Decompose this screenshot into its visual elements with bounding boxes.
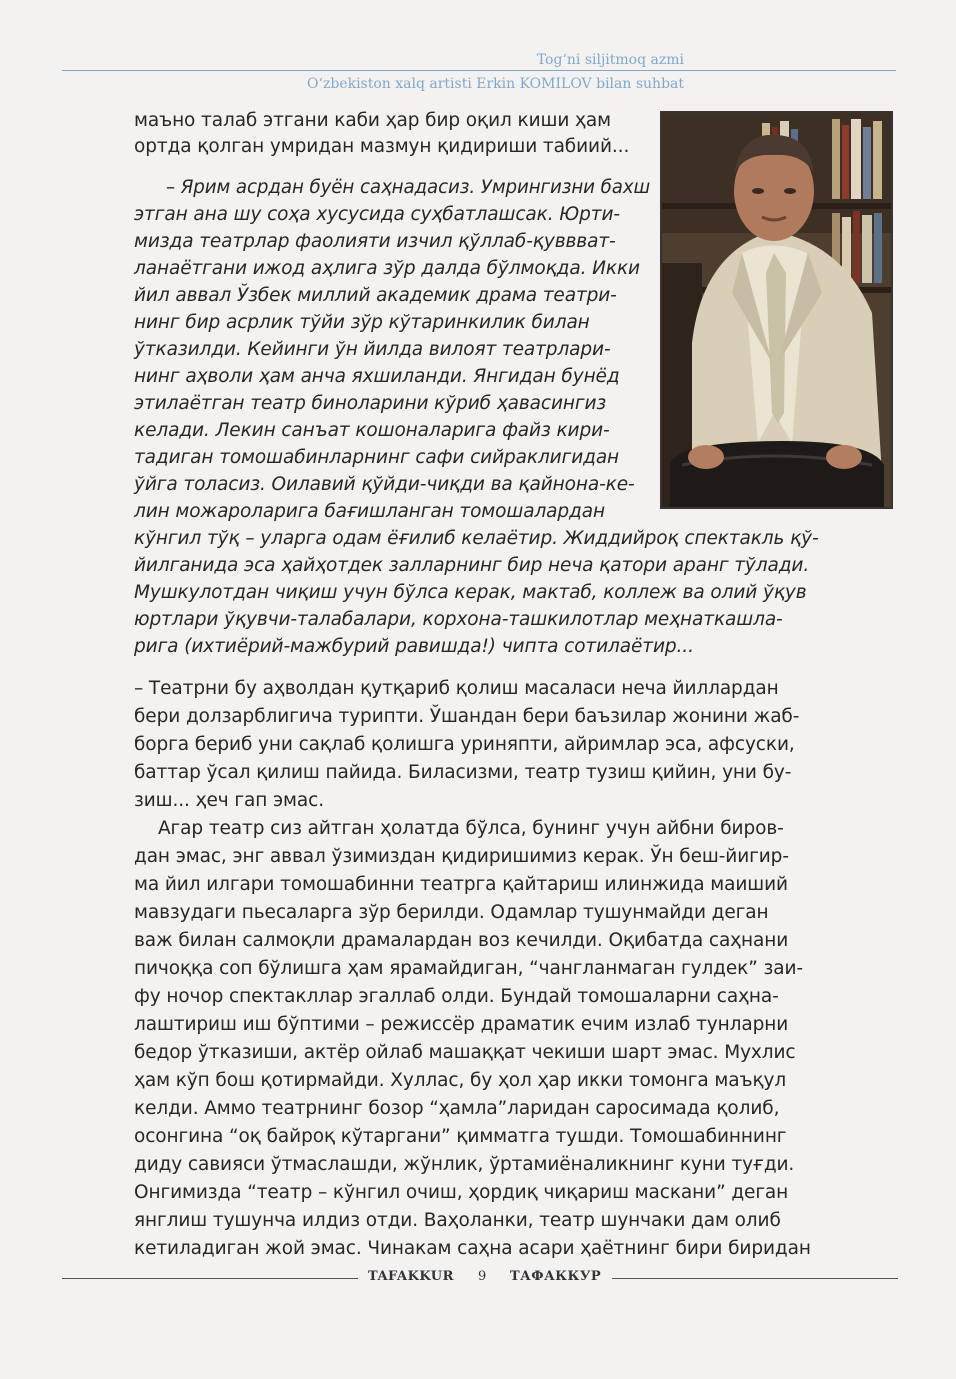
question-line: мизда театрлар фаолияти изчил қўллаб-қуввват-	[134, 231, 616, 252]
answer-line: бедор ўтказиши, актёр ойлаб машаққат чекиши шарт эмас. Мухлис	[134, 1042, 796, 1063]
question-line: лин можароларига бағишланган томошалардан	[134, 501, 605, 522]
header-rule	[62, 70, 896, 71]
page-number: 9	[478, 1269, 487, 1284]
footer-right-label: ТАФАККУР	[510, 1269, 602, 1284]
question-line: ланаётгани ижод аҳлига зўр далда бўлмоқда. Икки	[134, 258, 640, 279]
question-line: нинг бир асрлик тўйи зўр кўтаринкилик билан	[134, 312, 590, 333]
question-line: кўнгил тўқ – уларга одам ёғилиб келаётир. Жиддийроқ спектакль қў-	[134, 528, 819, 549]
question-line: йилганида эса ҳайҳотдек залларнинг бир неча қатори аранг тўлади.	[134, 555, 810, 576]
footer-left-label: TAFAKKUR	[368, 1269, 454, 1284]
question-line: нинг аҳволи ҳам анча яхшиланди. Янгидан бунёд	[134, 366, 620, 387]
answer-line: мавзудаги пьесаларга зўр берилди. Одамлар тушунмайди деган	[134, 902, 769, 923]
answer-line: лаштириш иш бўптими – режиссёр драматик ечим излаб тунларни	[134, 1014, 789, 1035]
question-line: келади. Лекин санъат кошоналарига файз кири-	[134, 420, 610, 441]
answer-line: пичоққа соп бўлишга ҳам ярамайдиган, “чангланмаган гулдек” заи-	[134, 958, 803, 979]
answer-line: Онгимизда “театр – кўнгил очиш, ҳордиқ чиқариш маскани” деган	[134, 1182, 789, 1203]
question-line: этилаётган театр биноларини кўриб ҳавасингиз	[134, 393, 607, 414]
question-line: этган ана шу соҳа хусусида суҳбатлашсак. Юрти-	[134, 204, 620, 225]
question-line: Мушкулотдан чиқиш учун бўлса керак, мактаб, коллеж ва олий ўқув	[134, 582, 807, 603]
answer-line: диду савияси ўтмаслашди, жўнлик, ўртамиёналикнинг куни туғди.	[134, 1154, 795, 1175]
answer-line: зиш... ҳеч гап эмас.	[134, 790, 324, 811]
answer-line: важ билан салмоқли драмалардан воз кечилди. Оқибатда саҳнани	[134, 930, 789, 951]
answer-line: Агар театр сиз айтган ҳолатда бўлса, бунинг учун айбни биров-	[158, 818, 784, 839]
answer-line: осонгина “оқ байроқ кўтаргани” қимматга тушди. Томошабиннинг	[134, 1126, 787, 1147]
question-line: ўтказилди. Кейинги ўн йилда вилоят театрлари-	[134, 339, 611, 360]
answer-line: ма йил илгари томошабинни театрга қайтариш илинжида маиший	[134, 874, 788, 895]
question-line: ўйга толасиз. Оилавий қўйди-чиқди ва қайнона-ке-	[134, 474, 635, 495]
question-line: тадиган томошабинларнинг сафи сийраклигидан	[134, 447, 620, 468]
question-line: – Ярим асрдан буён саҳнадасиз. Умрингизни бахш	[166, 177, 651, 198]
question-line: юртлари ўқувчи-талабалари, корхона-ташкилотлар меҳнаткашла-	[134, 609, 783, 630]
answer-line: бери долзарблигича турипти. Ўшандан бери баъзилар жонини жаб-	[134, 706, 800, 727]
answer-line: ҳам кўп бош қотирмайди. Хуллас, бу ҳол ҳар икки томонга маъқул	[134, 1070, 787, 1091]
footer-rule-right	[612, 1278, 898, 1279]
question-line: йил аввал Ўзбек миллий академик драма театри-	[134, 285, 617, 306]
text-line: маъно талаб этгани каби ҳар бир оқил киши ҳам	[134, 110, 611, 131]
answer-line: келди. Аммо театрнинг бозор “ҳамла”ларидан саросимада қолиб,	[134, 1098, 780, 1119]
answer-line: баттар ўсал қилиш пайида. Биласизми, театр тузиш қийин, уни бу-	[134, 762, 792, 783]
answer-line: дан эмас, энг аввал ўзимиздан қидиришимиз керак. Ўн беш-йигир-	[134, 846, 789, 867]
footer-rule-left	[62, 1278, 358, 1279]
portrait-photo	[660, 111, 893, 509]
question-line: рига (ихтиёрий-мажбурий равишда!) чипта сотилаётир...	[134, 636, 694, 657]
answer-line: борга бериб уни сақлаб қолишга уриняпти, айримлар эса, афсуски,	[134, 734, 795, 755]
answer-line: – Театрни бу аҳволдан қутқариб қолиш масаласи неча йиллардан	[134, 678, 779, 699]
running-header-subtitle: O‘zbekiston xalq artisti Erkin KOMILOV bilan suhbat	[307, 76, 684, 92]
answer-line: фу ночор спектакллар эгаллаб олди. Бундай томошаларни саҳна-	[134, 986, 779, 1007]
answer-line: янглиш тушунча илдиз отди. Ваҳоланки, театр шунчаки дам олиб	[134, 1210, 781, 1231]
running-header-title: Tog‘ni siljitmoq azmi	[536, 52, 684, 68]
text-line: ортда қолган умридан мазмун қидириши табиий...	[134, 136, 630, 157]
answer-line: кетиладиган жой эмас. Чинакам саҳна асари ҳаётнинг бири биридан	[134, 1238, 811, 1259]
